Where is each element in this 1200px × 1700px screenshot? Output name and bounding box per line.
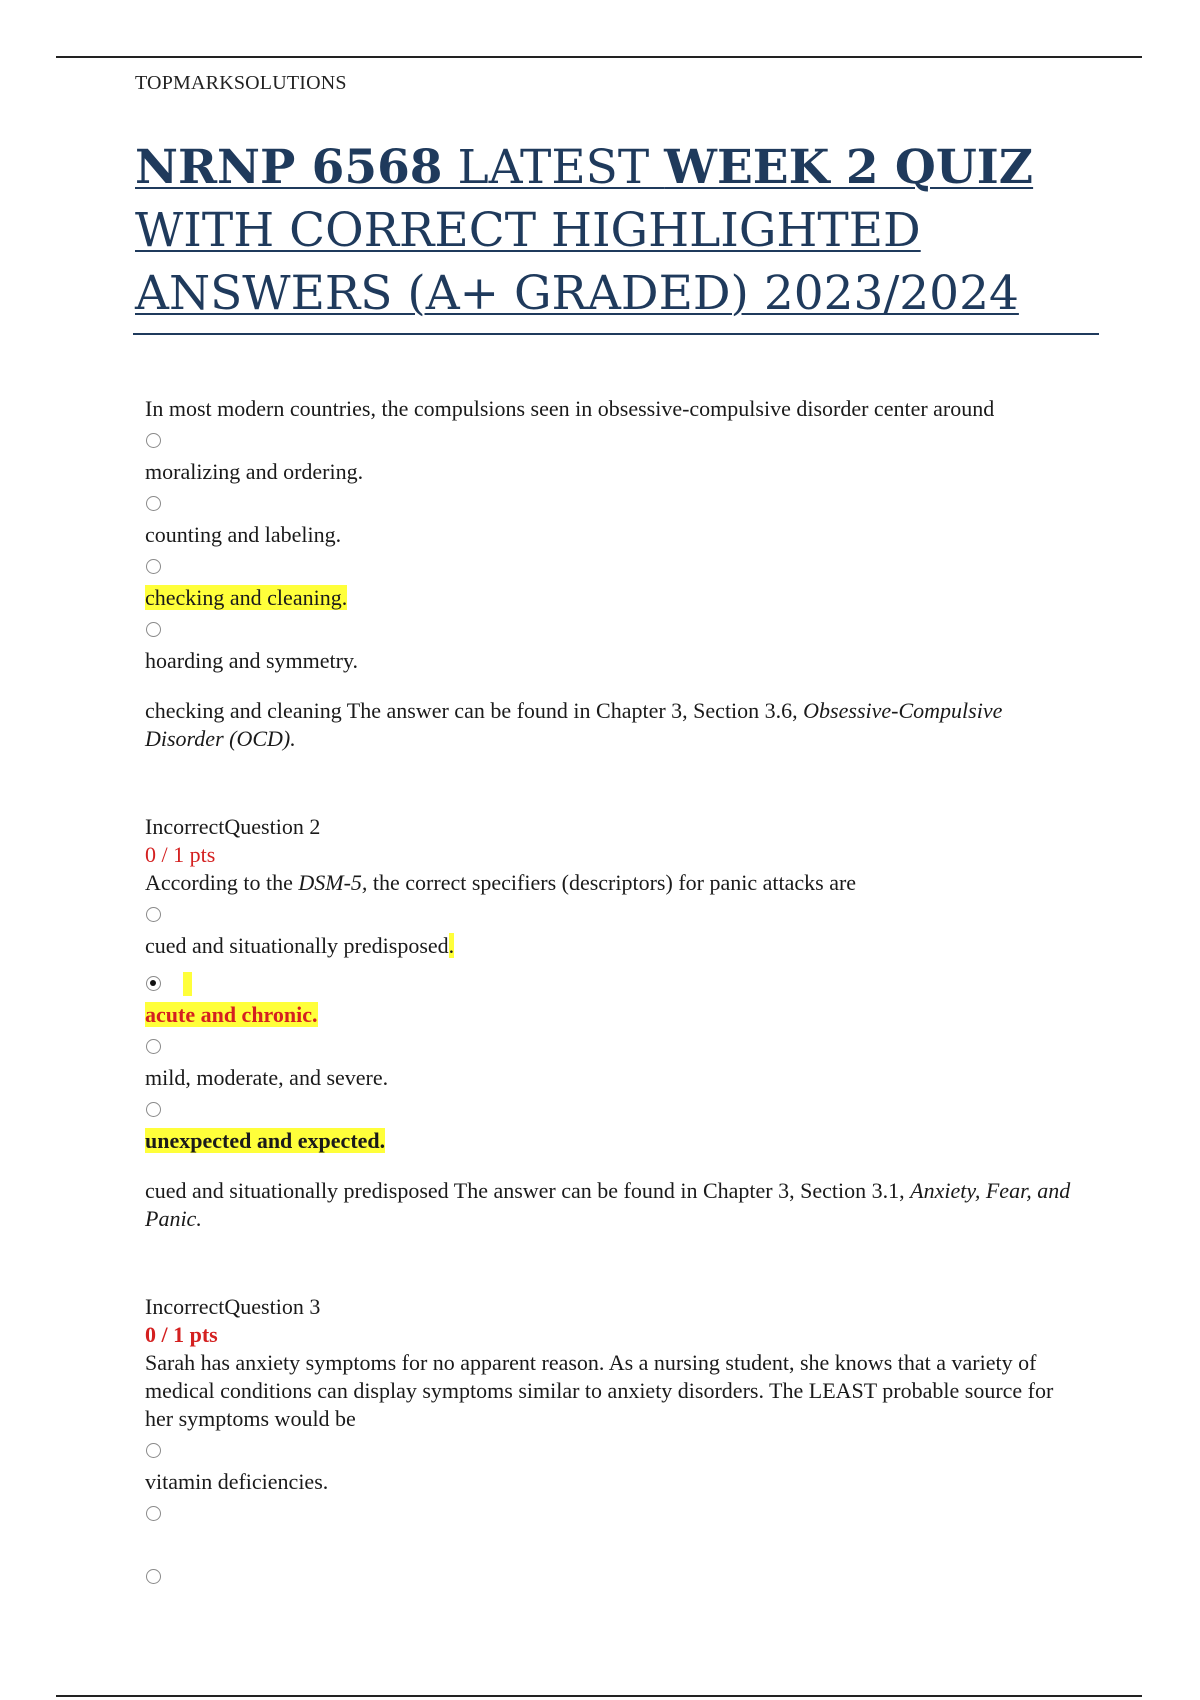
question-2-text [145, 869, 1085, 897]
radio-button-q2-option3[interactable] [146, 1039, 161, 1054]
q1-option-2: counting and labeling. [145, 522, 342, 547]
title-part-rest: WITH CORRECT HIGHLIGHTED ANSWERS (A+ GRADED) 2023/2024 [135, 203, 1019, 321]
radio-button-q3-option1[interactable] [146, 1443, 161, 1458]
radio-button-q1-option2[interactable] [146, 496, 161, 511]
q1-option-1: moralizing and ordering. [145, 459, 364, 484]
q2-text-post: the correct specifiers (descriptors) for panic attacks are [367, 870, 857, 895]
radio-button-q3-option3[interactable] [146, 1569, 161, 1584]
bottom-rule [56, 1695, 1142, 1697]
q2-explanation [145, 1177, 1085, 1233]
q1-explanation-source: Obsessive-Compulsive Disorder (OCD). [145, 698, 1003, 751]
title-part-latest: LATEST [442, 140, 665, 195]
title-course-code: NRNP 6568 [135, 140, 443, 195]
q2-explanation-source: Anxiety, Fear, and Panic. [145, 1178, 1071, 1231]
radio-button-q1-option4[interactable] [146, 622, 161, 637]
q2-option-3: mild, moderate, and severe. [145, 1065, 389, 1090]
question-2-heading: IncorrectQuestion 2 [145, 814, 321, 839]
q2-option-2-selected: acute and chronic. [145, 1002, 318, 1027]
highlight-marker [183, 972, 192, 996]
top-rule [56, 56, 1142, 58]
quiz-content [145, 395, 1085, 1594]
q2-explanation-text: cued and situationally predisposed The answer can be found in Chapter 3, Section 3.1, [145, 1178, 911, 1203]
question-1-text: In most modern countries, the compulsions seen in obsessive-compulsive disorder center around [145, 396, 995, 421]
question-3-heading: IncorrectQuestion 3 [145, 1294, 321, 1319]
q2-option-1-text: cued and situationally predisposed [145, 933, 449, 958]
radio-button-q2-option4[interactable] [146, 1102, 161, 1117]
radio-button-q1-option1[interactable] [146, 433, 161, 448]
title-rule [133, 333, 1099, 335]
q2-text-dsm: DSM-5, [298, 870, 368, 895]
header-brand: TOPMARKSOLUTIONS [135, 72, 347, 94]
question-3-points: 0 / 1 pts [145, 1322, 218, 1347]
q2-option-4-correct: unexpected and expected. [145, 1128, 386, 1153]
q3-option-1: vitamin deficiencies. [145, 1469, 329, 1494]
question-3 [145, 1293, 1085, 1584]
question-2-points: 0 / 1 pts [145, 842, 216, 867]
q1-explanation [145, 697, 1085, 753]
q2-option-1-period: . [448, 933, 455, 958]
q2-text-pre: According to the [145, 870, 299, 895]
document-title [135, 136, 1095, 325]
question-1 [145, 395, 1085, 753]
title-quiz-name: WEEK 2 QUIZ [664, 140, 1034, 195]
radio-button-q2-option1[interactable] [146, 907, 161, 922]
radio-button-q1-option3[interactable] [146, 559, 161, 574]
question-3-text: Sarah has anxiety symptoms for no apparent reason. As a nursing student, she knows that a variety of medical conditions can display symptoms similar to anxiety disorders. The LEAST probable source for her symptoms would be [145, 1350, 1054, 1431]
radio-button-q2-option2-selected[interactable] [146, 976, 161, 991]
q1-option-3-correct: checking and cleaning. [145, 585, 348, 610]
q2-option-1 [145, 932, 1085, 960]
radio-button-q3-option2[interactable] [146, 1506, 161, 1521]
question-2 [145, 813, 1085, 1233]
q1-explanation-text: checking and cleaning The answer can be found in Chapter 3, Section 3.6, [145, 698, 804, 723]
q1-option-4: hoarding and symmetry. [145, 648, 359, 673]
q3-option-2-empty [145, 1531, 1085, 1559]
